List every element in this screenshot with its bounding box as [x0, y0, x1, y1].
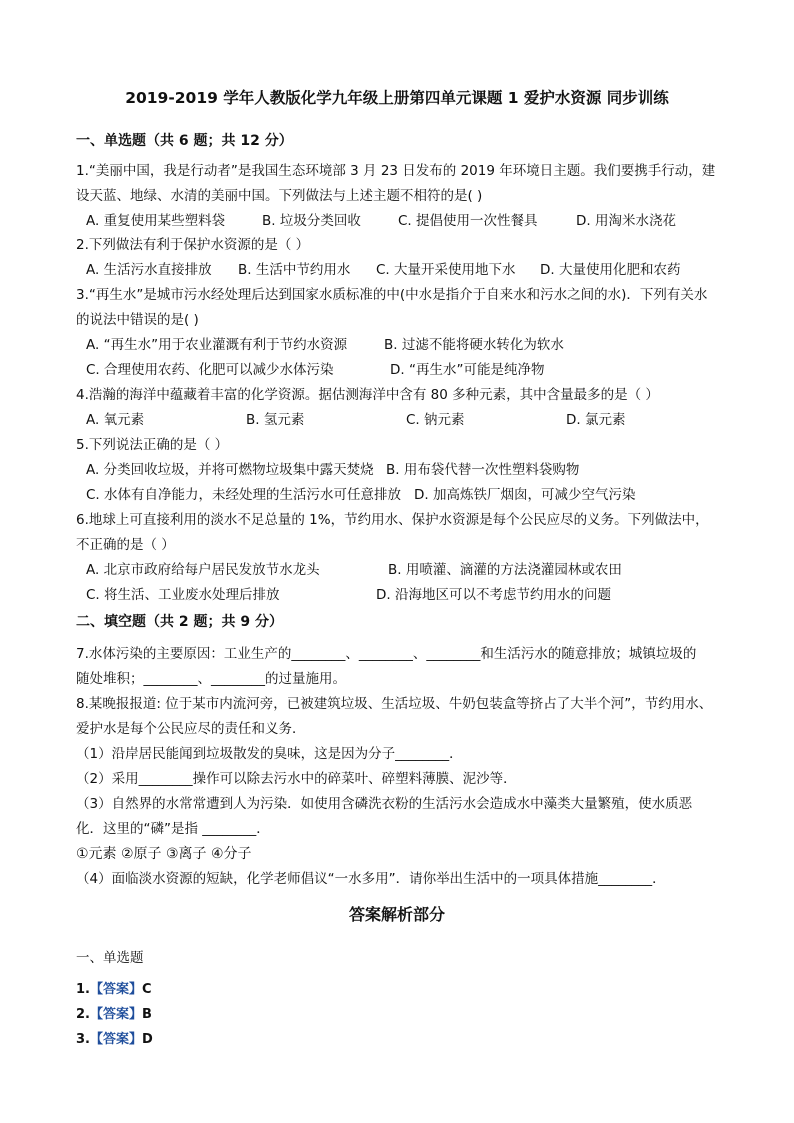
question-8-part-3-line-2: 化．这里的“磷”是指 ________． [76, 821, 270, 837]
question-2-option-a: A. 生活污水直接排放 [86, 262, 212, 278]
question-5-option-a: A. 分类回收垃圾，并将可燃物垃圾集中露天焚烧 [86, 462, 374, 478]
answer-item [76, 1028, 153, 1047]
question-4-option-a: A. 氧元素 [86, 412, 145, 428]
question-1-option-a: A. 重复使用某些塑料袋 [86, 213, 226, 229]
answer-number: 1. [76, 982, 90, 997]
question-1-option-d: D. 用淘米水浇花 [576, 213, 676, 229]
question-6-option-b: B. 用喷灌、滴灌的方法浇灌园林或农田 [388, 562, 622, 578]
answer-value: B [142, 1007, 152, 1022]
answer-item [76, 1003, 152, 1022]
question-8-text-line-2: 爱护水是每个公民应尽的责任和义务． [76, 721, 306, 737]
section-heading-fill-in: 二、填空题（共 2 题；共 9 分） [76, 614, 283, 630]
question-3-text-line-2: 的说法中错误的是( ) [76, 312, 199, 328]
question-2-text: 2.下列做法有利于保护水资源的是（ ） [76, 237, 310, 253]
question-8-text-line-1: 8.某晚报报道: 位于某市内流河旁，已被建筑垃圾、生活垃圾、牛奶包装盒等挤占了大半个河”，节约用水、 [76, 696, 713, 712]
page-title: 2019-2019 学年人教版化学九年级上册第四单元课题 1 爱护水资源 同步训练 [125, 89, 669, 107]
answer-tag: 【答案】 [89, 1007, 142, 1022]
answer-subsection-heading: 一、单选题 [76, 950, 144, 966]
question-6-text-line-2: 不正确的是（ ） [76, 537, 175, 553]
question-8-part-1: （1）沿岸居民能闻到垃圾散发的臭味，这是因为分子________． [76, 746, 463, 762]
question-5-option-d: D. 加高炼铁厂烟囱，可减少空气污染 [414, 487, 636, 503]
question-6-option-d: D. 沿海地区可以不考虑节约用水的问题 [376, 587, 611, 603]
question-3-option-c: C. 合理使用农药、化肥可以减少水体污染 [86, 362, 334, 378]
question-2-option-c: C. 大量开采使用地下水 [376, 262, 516, 278]
question-4-option-d: D. 氯元素 [566, 412, 626, 428]
answer-section-title: 答案解析部分 [348, 905, 445, 924]
answer-number: 3. [76, 1032, 90, 1047]
question-2-option-d: D. 大量使用化肥和农药 [540, 262, 681, 278]
question-7-text-line-2: 随处堆积；________、________的过量施用。 [76, 671, 346, 687]
question-5-option-b: B. 用布袋代替一次性塑料袋购物 [386, 462, 580, 478]
section-heading-single-choice: 一、单选题（共 6 题；共 12 分） [76, 133, 293, 149]
question-4-option-b: B. 氢元素 [246, 412, 305, 428]
answer-item [76, 978, 152, 997]
answer-tag: 【答案】 [89, 1032, 142, 1047]
question-1-option-b: B. 垃圾分类回收 [262, 213, 361, 229]
question-5-text: 5.下列说法正确的是（ ） [76, 437, 229, 453]
question-3-text-line-1: 3.“再生水”是城市污水经处理后达到国家水质标准的中(中水是指介于自来水和污水之间的水)．下列有关水 [76, 287, 708, 303]
question-2-option-b: B. 生活中节约用水 [238, 262, 351, 278]
question-4-option-c: C. 钠元素 [406, 412, 465, 428]
question-3-option-a: A. “再生水”用于农业灌溉有利于节约水资源 [86, 337, 348, 353]
question-6-text-line-1: 6.地球上可直接利用的淡水不足总量的 1%，节约用水、保护水资源是每个公民应尽的义务。下列做法中， [76, 512, 709, 528]
question-3-option-b: B. 过滤不能将硬水转化为软水 [384, 337, 564, 353]
question-8-part-2: （2）采用________操作可以除去污水中的碎菜叶、碎塑料薄膜、泥沙等． [76, 771, 517, 787]
answer-value: D [142, 1032, 153, 1047]
question-8-choice-list: ①元素 ②原子 ③离子 ④分子 [76, 846, 252, 862]
question-8-part-4: （4）面临淡水资源的短缺，化学老师倡议“一水多用”．请你举出生活中的一项具体措施________． [76, 871, 666, 887]
question-6-option-a: A. 北京市政府给每户居民发放节水龙头 [86, 562, 320, 578]
question-6-option-c: C. 将生活、工业废水处理后排放 [86, 587, 280, 603]
question-8-part-3-line-1: （3）自然界的水常常遭到人为污染．如使用含磷洗衣粉的生活污水会造成水中藻类大量繁殖，使水质恶 [76, 796, 693, 812]
question-7-text-line-1: 7.水体污染的主要原因：工业生产的________、________、________和生活污水的随意排放；城镇垃圾的 [76, 646, 697, 662]
question-4-text: 4.浩瀚的海洋中蕴藏着丰富的化学资源。据估测海洋中含有 80 多种元素，其中含量最多的是（ ） [76, 387, 659, 403]
question-5-option-c: C. 水体有自净能力，未经处理的生活污水可任意排放 [86, 487, 402, 503]
question-3-option-d: D. “再生水”可能是纯净物 [390, 362, 545, 378]
answer-number: 2. [76, 1007, 90, 1022]
answer-tag: 【答案】 [89, 982, 142, 997]
question-1-option-c: C. 提倡使用一次性餐具 [398, 213, 538, 229]
question-1-text-line-1: 1.“美丽中国，我是行动者”是我国生态环境部 3 月 23 日发布的 2019 年环境日主题。我们要携手行动，建 [76, 163, 716, 179]
question-1-text-line-2: 设天蓝、地绿、水清的美丽中国。下列做法与上述主题不相符的是( ) [76, 188, 483, 204]
answer-value: C [142, 982, 152, 997]
